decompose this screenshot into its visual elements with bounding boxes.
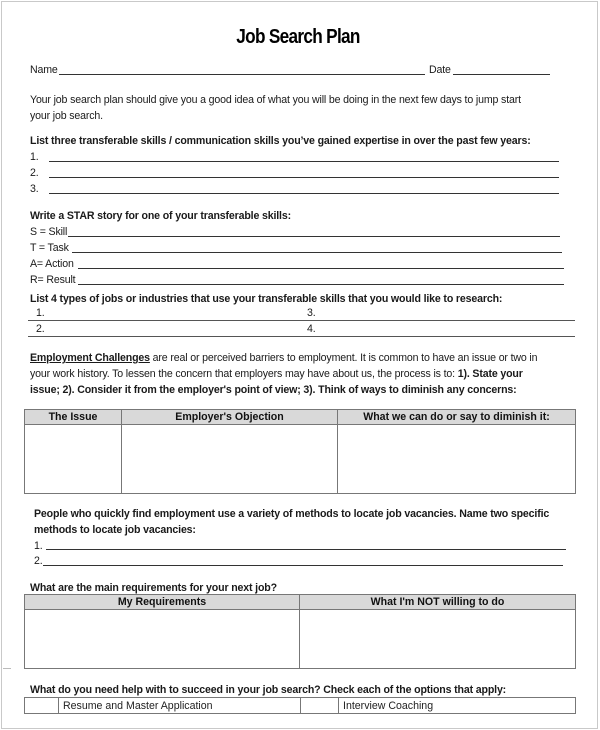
job-number-4: 4.: [307, 323, 316, 335]
method-field-1[interactable]: [46, 549, 566, 550]
job-number-2: 2.: [36, 323, 45, 335]
jobs-heading: List 4 types of jobs or industries that use your transferable skills that you would like to research:: [30, 293, 503, 305]
requirements-heading: What are the main requirements for your next job?: [30, 582, 277, 594]
challenges-line-3: issue; 2). Consider it from the employer's point of view; 3). Think of ways to diminish any concerns:: [30, 384, 517, 396]
methods-heading-line-1: People who quickly find employment use a variety of methods to locate job vacancies. Name two specific: [34, 508, 550, 520]
star-label-action: A= Action: [30, 258, 74, 270]
star-label-skill: S = Skill: [30, 226, 68, 238]
challenges-table: [24, 409, 576, 494]
method-number-1: 1.: [34, 540, 43, 552]
challenges-line-2: [30, 366, 523, 382]
star-skill-field[interactable]: [68, 236, 560, 237]
name-label: Name: [30, 64, 58, 76]
help-checklist-table: [24, 697, 576, 714]
column-header-issue: The Issue: [25, 410, 122, 425]
skill-number-3: 3.: [30, 183, 39, 195]
star-action-field[interactable]: [78, 268, 564, 269]
job-number-3: 3.: [307, 307, 316, 319]
column-header-my-requirements: My Requirements: [25, 595, 300, 610]
methods-heading-line-2: methods to locate job vacancies:: [34, 524, 196, 536]
date-label: Date: [429, 64, 451, 76]
skills-heading: List three transferable skills / communication skills you’ve gained expertise in over the past few years:: [30, 135, 531, 147]
skill-number-1: 1.: [30, 151, 39, 163]
resume-checkbox[interactable]: [25, 698, 59, 714]
challenges-step-1: 1). State your: [457, 368, 523, 380]
margin-mark: [3, 668, 11, 669]
employer-objection-cell[interactable]: [122, 425, 338, 494]
method-number-2: 2.: [34, 555, 43, 567]
intro-text-line-2: your job search.: [30, 110, 103, 122]
option-interview-label: Interview Coaching: [339, 698, 576, 714]
star-label-task: T = Task: [30, 242, 69, 254]
interview-checkbox[interactable]: [301, 698, 339, 714]
column-header-employer-objection: Employer's Objection: [122, 410, 338, 425]
skill-field-3[interactable]: [49, 193, 559, 194]
challenges-term: Employment Challenges: [30, 352, 150, 364]
method-field-2[interactable]: [43, 565, 563, 566]
diminish-cell[interactable]: [338, 425, 576, 494]
job-row-2-field[interactable]: [28, 336, 575, 337]
issue-cell[interactable]: [25, 425, 122, 494]
my-requirements-cell[interactable]: [25, 610, 300, 669]
option-resume-label: Resume and Master Application: [59, 698, 301, 714]
job-row-1-field[interactable]: [28, 320, 575, 321]
requirements-table: [24, 594, 576, 669]
column-header-diminish: What we can do or say to diminish it:: [338, 410, 576, 425]
date-field[interactable]: [453, 74, 550, 75]
challenges-line-1-text: are real or perceived barriers to employment. It is common to have an issue or two in: [149, 352, 538, 364]
skill-field-1[interactable]: [49, 161, 559, 162]
name-field[interactable]: [59, 74, 425, 75]
page-title: Job Search Plan: [236, 26, 360, 48]
not-willing-cell[interactable]: [300, 610, 576, 669]
skill-number-2: 2.: [30, 167, 39, 179]
star-result-field[interactable]: [78, 284, 564, 285]
skill-field-2[interactable]: [49, 177, 559, 178]
challenges-line-2-text: your work history. To lessen the concern that employers may have about us, the process is to:: [30, 368, 458, 380]
job-number-1: 1.: [36, 307, 45, 319]
star-heading: Write a STAR story for one of your transferable skills:: [30, 210, 291, 222]
star-task-field[interactable]: [72, 252, 562, 253]
column-header-not-willing: What I'm NOT willing to do: [300, 595, 576, 610]
intro-text-line-1: Your job search plan should give you a good idea of what you will be doing in the next few days to jump start: [30, 94, 521, 106]
help-heading: What do you need help with to succeed in your job search? Check each of the options that apply:: [30, 684, 507, 696]
challenges-line-1: [30, 350, 537, 366]
star-label-result: R= Result: [30, 274, 76, 286]
